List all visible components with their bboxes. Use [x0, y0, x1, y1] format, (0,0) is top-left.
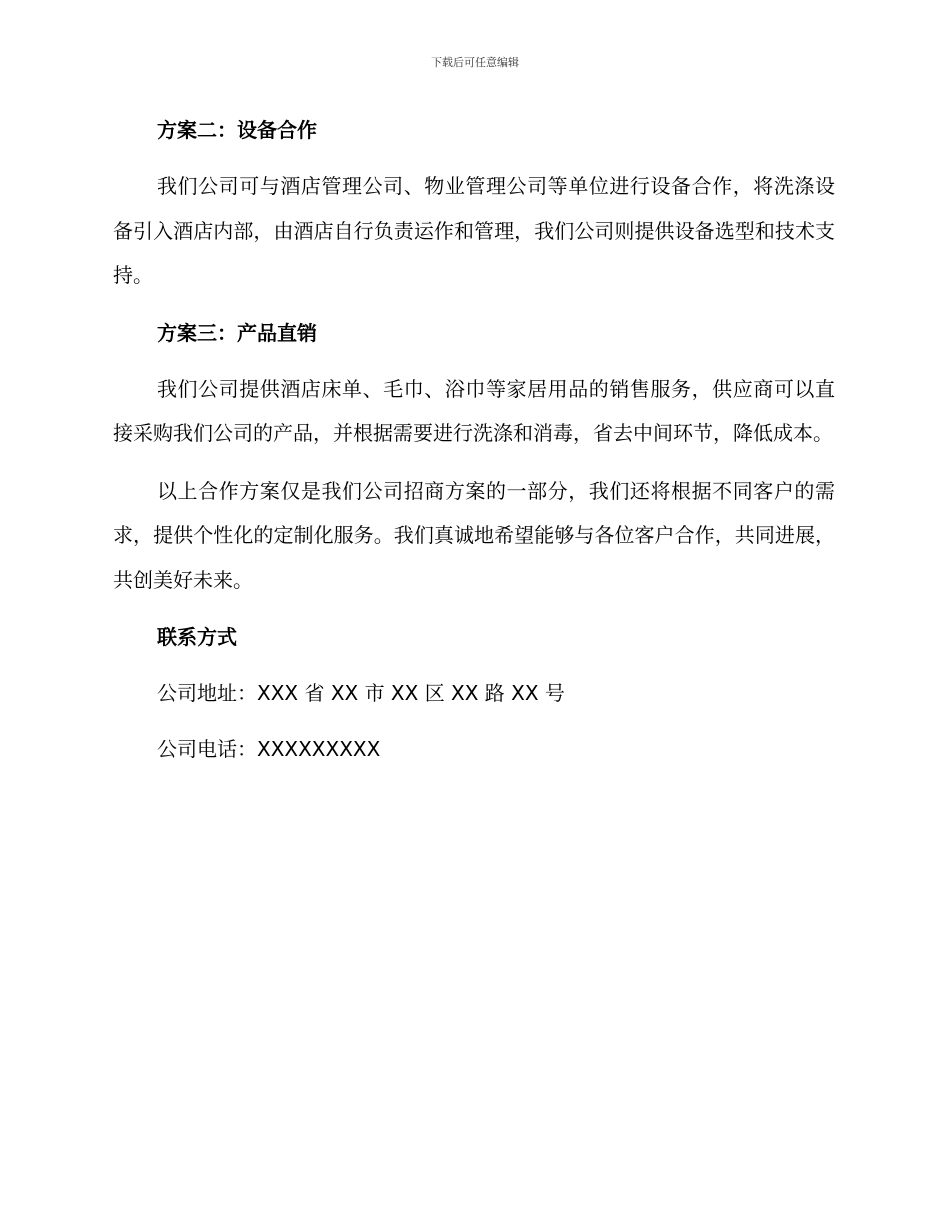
company-phone: 公司电话：XXXXXXXXX — [157, 737, 381, 761]
company-address: 公司地址：XXX 省 XX 市 XX 区 XX 路 XX 号 — [157, 681, 565, 705]
document-body — [113, 108, 835, 783]
plan3-heading: 方案三：产品直销 — [157, 320, 317, 345]
plan3-paragraph: 我们公司提供酒店床单、毛巾、浴巾等家居用品的销售服务，供应商可以直接采购我们公司的产品，并根据需要进行洗涤和消毒，省去中间环节，降低成本。 — [113, 376, 835, 445]
contact-heading: 联系方式 — [157, 625, 237, 649]
plan2-paragraph: 我们公司可与酒店管理公司、物业管理公司等单位进行设备合作，将洗涤设备引入酒店内部，由酒店自行负责运作和管理，我们公司则提供设备选型和技术支持。 — [113, 174, 835, 287]
header-note: 下载后可任意编辑 — [431, 56, 519, 69]
plan2-heading: 方案二：设备合作 — [157, 118, 317, 142]
closing-paragraph: 以上合作方案仅是我们公司招商方案的一部分，我们还将根据不同客户的需求，提供个性化的定制化服务。我们真诚地希望能够与各位客户合作，共同进展，共创美好未来。 — [113, 478, 835, 592]
